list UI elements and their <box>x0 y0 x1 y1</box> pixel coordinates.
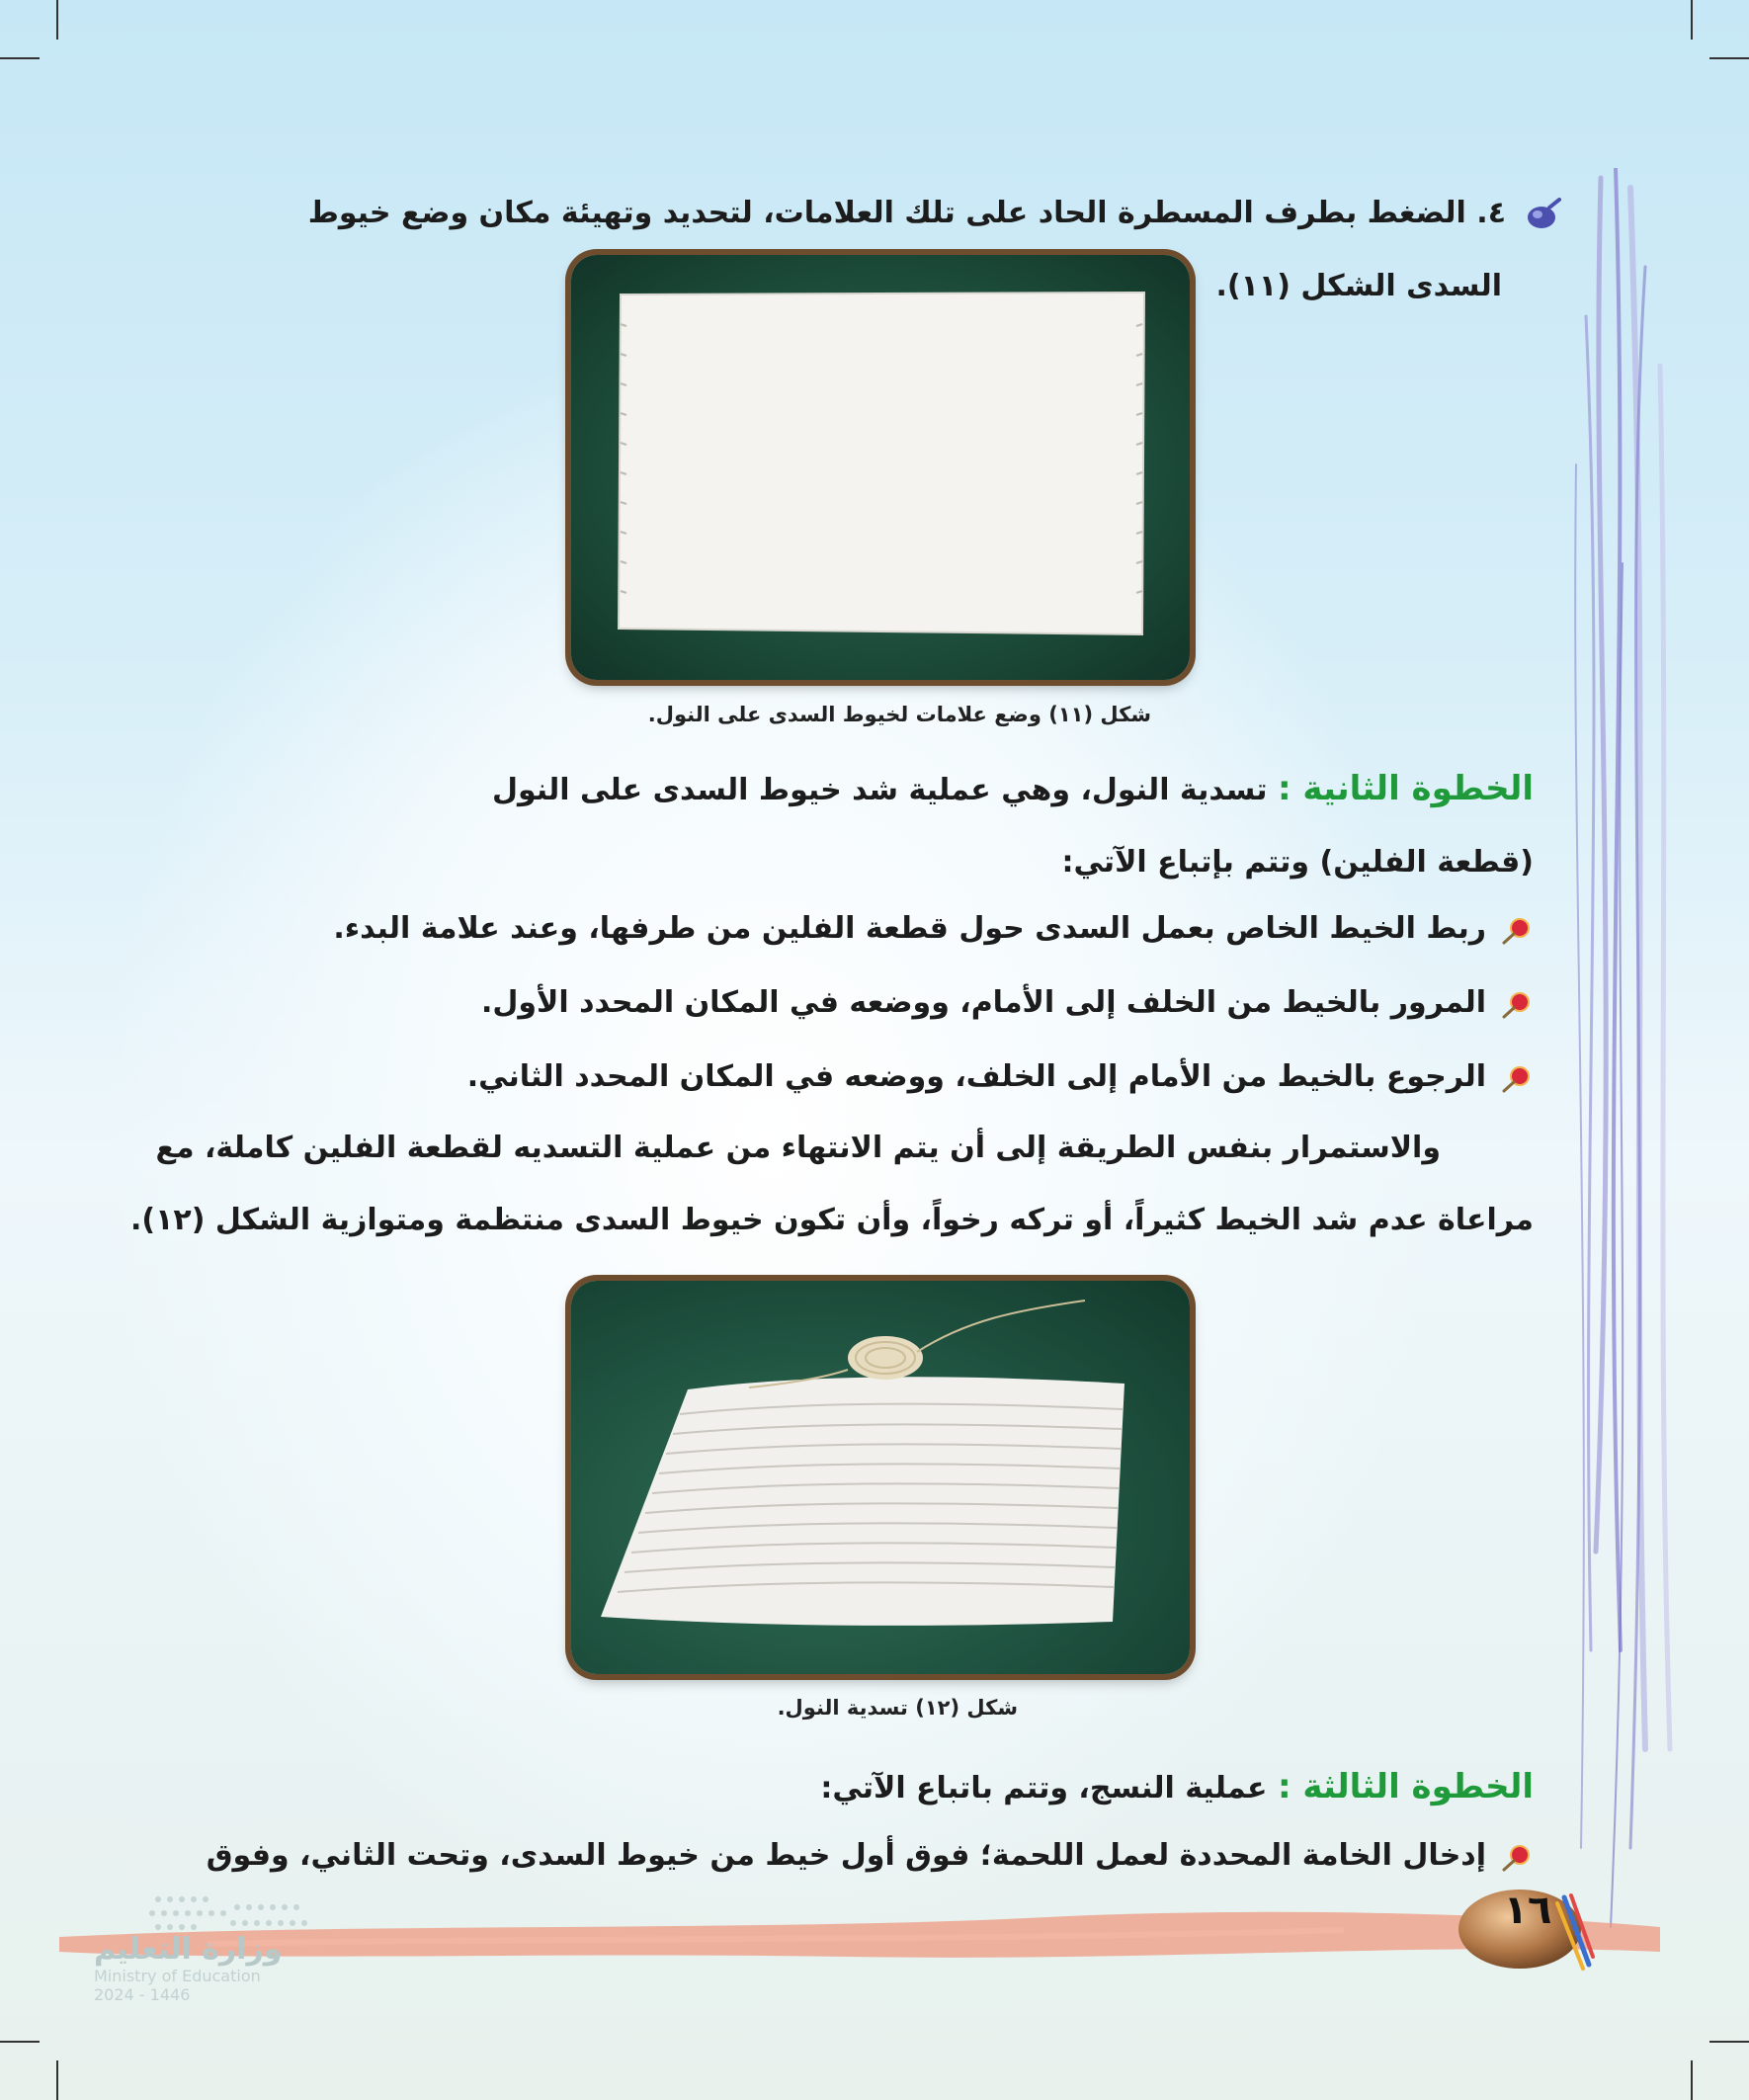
page-number: ١٦ <box>1503 1888 1552 1933</box>
warped-board-image <box>571 1281 1190 1674</box>
step-two-title: تسدية النول، وهي عملية شد خيوط السدى على النول <box>491 773 1268 807</box>
figure11-photo <box>571 255 1190 680</box>
figure12-photo <box>571 1281 1190 1674</box>
step-two-paragraph-line2-text: مراعاة عدم شد الخيط كثيراً، أو تركه رخواً، وأن تكون خيوط السدى منتظمة ومتوازية الشكل (١٢). <box>129 1203 1534 1237</box>
ministry-name-en: Ministry of Education <box>94 1967 261 1985</box>
step-two-heading <box>492 769 1534 809</box>
step-three-heading <box>820 1767 1534 1807</box>
step-two-bullet-1-text: ربط الخيط الخاص بعمل السدى حول قطعة الفلين من طرفها، وعند علامة البدء. <box>333 911 1486 946</box>
ministry-name-ar: وزارة التعليم <box>94 1932 283 1967</box>
step4-line1 <box>208 196 1561 231</box>
step4-line1-text: ٤. الضغط بطرف المسطرة الحاد على تلك العلامات، لتحديد وتهيئة مكان وضع خيوط <box>307 196 1506 230</box>
step4-line2 <box>1215 269 1502 304</box>
step-two-bullet-3-text: الرجوع بالخيط من الأمام إلى الخلف، ووضعه في المكان المحدد الثاني. <box>466 1059 1486 1094</box>
step-two-paragraph-line2 <box>130 1203 1534 1238</box>
pin-bullet-icon <box>1500 915 1534 945</box>
pin-bullet-icon <box>1500 989 1534 1019</box>
pin-bullet-icon <box>1500 1063 1534 1093</box>
step-two-continuation-text: (قطعة الفلين) وتتم بإتباع الآتي: <box>1061 845 1534 880</box>
step-two-bullet-3 <box>467 1059 1534 1095</box>
step-three-bullet-1 <box>207 1838 1534 1874</box>
step-two-paragraph-line1 <box>156 1131 1441 1166</box>
ink-bottle-icon <box>1520 198 1561 231</box>
step-three-label: الخطوة الثالثة : <box>1277 1767 1534 1806</box>
cork-board-image <box>571 255 1190 680</box>
ministry-year: 2024 - 1446 <box>94 1985 191 2004</box>
step-two-bullet-2 <box>481 985 1534 1021</box>
step-two-continuation <box>1061 845 1534 881</box>
pin-bullet-icon <box>1500 1842 1534 1872</box>
step-three-bullet-1-text: إدخال الخامة المحددة لعمل اللحمة؛ فوق أول خيط من خيوط السدى، وتحت الثاني، وفوق <box>206 1838 1486 1873</box>
ministry-logo <box>94 1932 282 2004</box>
step-two-paragraph-line1-text: والاستمرار بنفس الطريقة إلى أن يتم الانتهاء من عملية التسديه لقطعة الفلين كاملة، مع <box>155 1131 1441 1165</box>
figure11-caption: شكل (١١) وضع علامات لخيوط السدى على النول. <box>647 703 1151 726</box>
step-two-bullet-1 <box>333 911 1534 947</box>
step4-line2-text: السدى الشكل (١١). <box>1215 269 1502 303</box>
step-two-bullet-2-text: المرور بالخيط من الخلف إلى الأمام، ووضعه في المكان المحدد الأول. <box>480 985 1486 1020</box>
step-three-title: عملية النسج، وتتم باتباع الآتي: <box>820 1771 1268 1806</box>
figure12-caption: شكل (١٢) تسدية النول. <box>777 1696 1018 1720</box>
step-two-label: الخطوة الثانية : <box>1277 769 1534 808</box>
